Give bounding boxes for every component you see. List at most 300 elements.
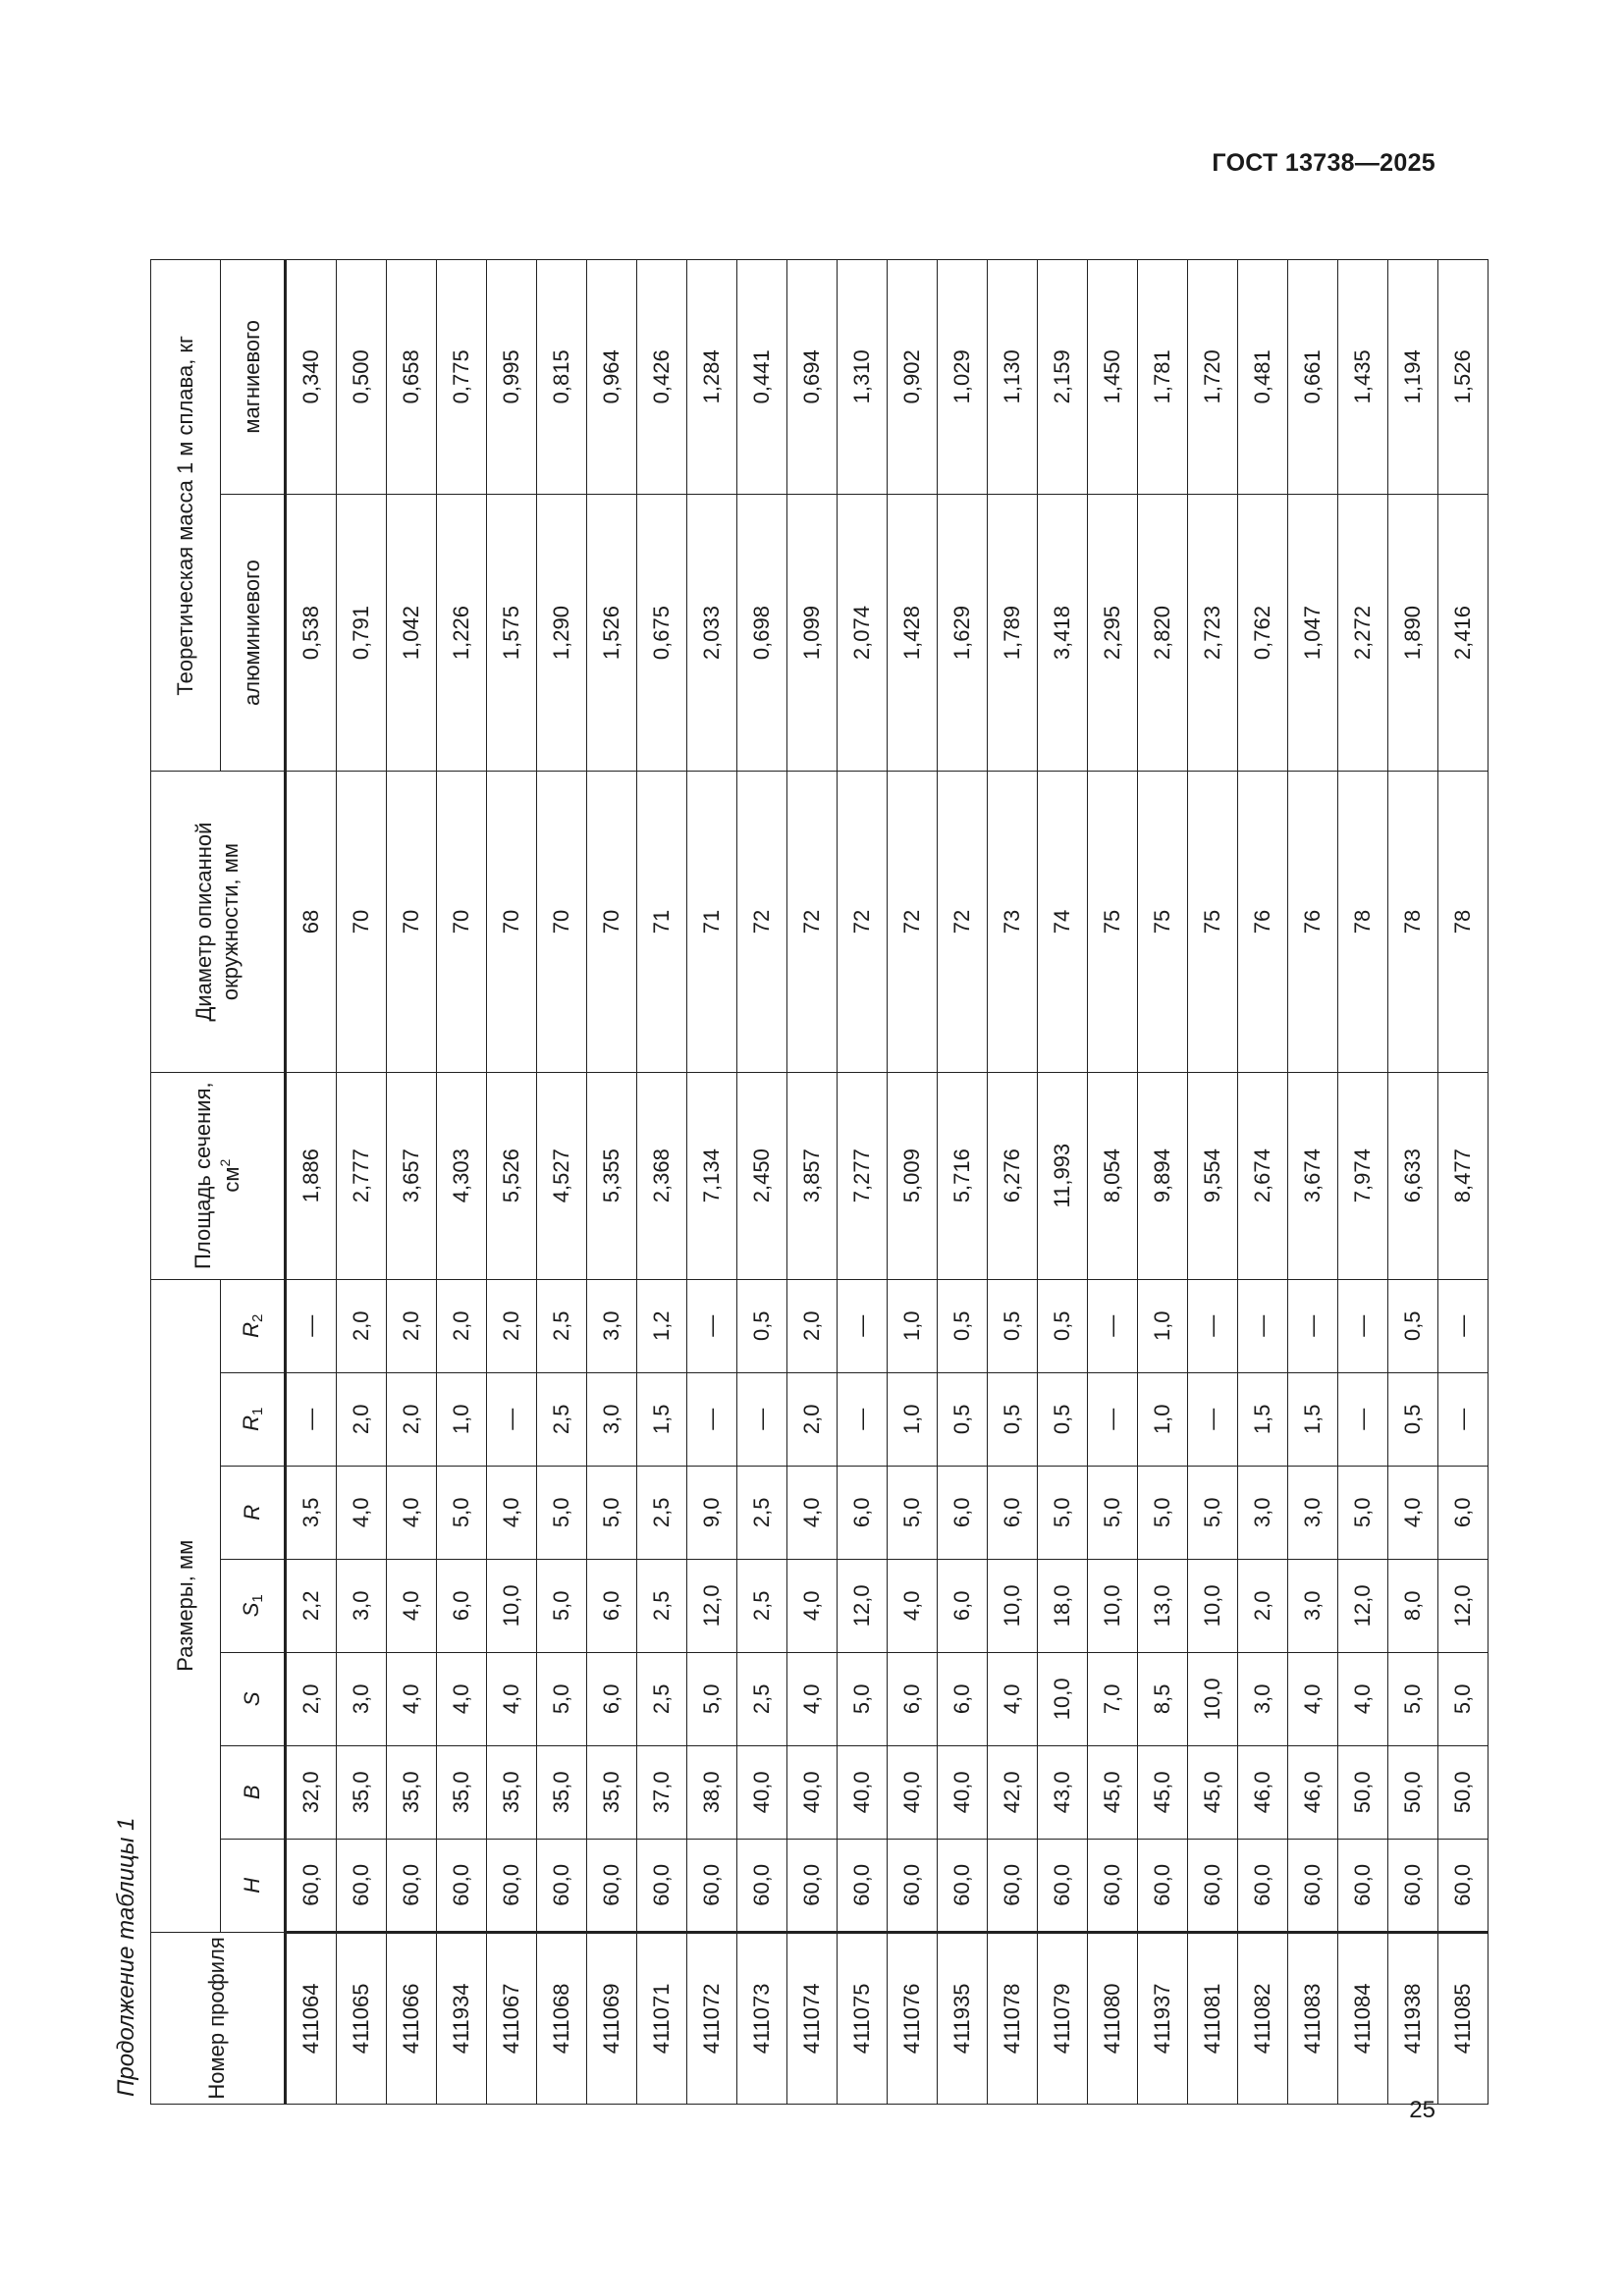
table-cell: 1,290 [537,494,587,772]
table-cell: 76 [1288,772,1338,1072]
table-cell: — [737,1372,787,1466]
table-cell: 35,0 [487,1745,537,1839]
table-cell: 2,074 [838,494,888,772]
table-cell: 2,723 [1188,494,1238,772]
table-cell: 1,5 [1238,1372,1288,1466]
table-cell: 11,993 [1038,1072,1088,1279]
table-cell: 411935 [938,1932,988,2104]
table-cell: 5,0 [1388,1652,1438,1745]
table-cell: 60,0 [1088,1839,1138,1932]
table-cell: 60,0 [1238,1839,1288,1932]
table-cell: 1,0 [888,1279,938,1372]
table-cell: 35,0 [537,1745,587,1839]
table-cell: 1,099 [787,494,838,772]
table-row [337,260,387,2105]
table-cell: 4,0 [487,1466,537,1559]
table-cell: 2,777 [337,1072,387,1279]
header-B: B [221,1745,286,1839]
table-cell: 6,276 [988,1072,1038,1279]
table-cell: 40,0 [787,1745,838,1839]
table-cell: 9,554 [1188,1072,1238,1279]
table-cell: 72 [838,772,888,1072]
table-cell: 7,134 [687,1072,737,1279]
table-cell: 2,0 [787,1279,838,1372]
table-cell: 0,538 [286,494,337,772]
table-cell: 0,5 [1388,1279,1438,1372]
table-cell: 5,0 [537,1559,587,1652]
page-number: 25 [1409,2097,1435,2123]
table-cell: 2,0 [337,1372,387,1466]
header-diameter: Диаметр описанной окружности, мм [151,772,286,1072]
table-cell: 0,5 [988,1279,1038,1372]
table-cell: 60,0 [537,1839,587,1932]
table-cell: 0,815 [537,260,587,495]
table-cell: 3,0 [587,1372,637,1466]
table-cell: 75 [1088,772,1138,1072]
table-cell: 40,0 [737,1745,787,1839]
table-cell: 4,303 [437,1072,487,1279]
table-cell: 0,995 [487,260,537,495]
table-cell: — [687,1372,737,1466]
table-cell: 0,5 [938,1372,988,1466]
table-cell: 5,009 [888,1072,938,1279]
table-cell: 60,0 [337,1839,387,1932]
table-cell: 8,0 [1388,1559,1438,1652]
header-R1-sub: 1 [248,1407,266,1416]
table-cell: 12,0 [838,1559,888,1652]
table-cell: 411065 [337,1932,387,2104]
table-cell: 1,450 [1088,260,1138,495]
table-cell: — [838,1372,888,1466]
table-cell: — [1238,1279,1288,1372]
table-cell: 411085 [1438,1932,1489,2104]
table-cell: 1,789 [988,494,1038,772]
table-cell: 12,0 [1438,1559,1489,1652]
table-cell: 2,5 [537,1372,587,1466]
table-cell: 0,426 [637,260,687,495]
table-cell: 411072 [687,1932,737,2104]
table-cell: 1,0 [437,1372,487,1466]
table-cell: 3,657 [387,1072,437,1279]
table-cell: 40,0 [938,1745,988,1839]
table-cell: 411938 [1388,1932,1438,2104]
header-profile-number: Номер профиля [151,1932,286,2104]
table-row [737,260,787,2105]
table-row [1338,260,1388,2105]
header-area [151,1072,286,1279]
table-cell: 6,0 [888,1652,938,1745]
table-cell: 5,0 [437,1466,487,1559]
table-cell: 1,284 [687,260,737,495]
table-cell: 2,5 [637,1652,687,1745]
table-cell: 10,0 [1088,1559,1138,1652]
table-cell: 60,0 [437,1839,487,1932]
table-cell: 1,047 [1288,494,1338,772]
header-R2 [221,1279,286,1372]
table-cell: 1,720 [1188,260,1238,495]
table-cell: 0,675 [637,494,687,772]
table-cell: 0,5 [988,1372,1038,1466]
table-cell: 411067 [487,1932,537,2104]
table-cell: 74 [1038,772,1088,1072]
table-row [687,260,737,2105]
table-cell: 4,0 [1338,1652,1388,1745]
table-cell: 0,5 [1038,1279,1088,1372]
table-cell: 5,0 [888,1466,938,1559]
table-cell: 2,295 [1088,494,1138,772]
table-cell: 6,633 [1388,1072,1438,1279]
table-cell: 3,418 [1038,494,1088,772]
header-S1-letter: S [238,1602,263,1618]
table-cell: 6,0 [437,1559,487,1652]
table-cell: 5,0 [537,1652,587,1745]
table-cell: 0,902 [888,260,938,495]
table-cell: 3,0 [1288,1466,1338,1559]
table-cell: 2,2 [286,1559,337,1652]
document-code: ГОСТ 13738—2025 [1212,149,1435,177]
table-cell: 1,0 [1138,1372,1188,1466]
table-cell: 411934 [437,1932,487,2104]
table-cell: 60,0 [487,1839,537,1932]
table-cell: 2,5 [637,1466,687,1559]
table-cell: 411064 [286,1932,337,2104]
table-cell: 3,0 [1288,1559,1338,1652]
table-cell: 7,277 [838,1072,888,1279]
table-cell: 4,0 [437,1652,487,1745]
table-cell: 42,0 [988,1745,1038,1839]
table-row [1088,260,1138,2105]
table-cell: 3,0 [1238,1466,1288,1559]
table-cell: 8,054 [1088,1072,1138,1279]
table-cell: 4,0 [387,1652,437,1745]
table-cell: 2,5 [737,1466,787,1559]
table-cell: 2,674 [1238,1072,1288,1279]
table-cell: 13,0 [1138,1559,1188,1652]
table-cell: 1,435 [1338,260,1388,495]
table-cell: 50,0 [1338,1745,1388,1839]
table-cell: 72 [737,772,787,1072]
table-cell: 0,481 [1238,260,1288,495]
table-cell: 1,0 [1138,1279,1188,1372]
table-cell: 4,0 [487,1652,537,1745]
table-cell: 5,0 [838,1652,888,1745]
table-cell: 2,820 [1138,494,1188,772]
table-body [286,260,1489,2105]
table-cell: 1,130 [988,260,1038,495]
table-cell: 3,5 [286,1466,337,1559]
table-cell: 5,0 [1188,1466,1238,1559]
table-cell: 0,964 [587,260,637,495]
table-cell: 50,0 [1388,1745,1438,1839]
table-cell: 60,0 [938,1839,988,1932]
table-cell: 411074 [787,1932,838,2104]
table-cell: — [1288,1279,1338,1372]
header-magnesium: магниевого [221,260,286,495]
table-cell: 1,575 [487,494,537,772]
table-row [487,260,537,2105]
table-cell: 4,0 [1288,1652,1338,1745]
table-cell: 2,0 [387,1279,437,1372]
table-cell: 70 [587,772,637,1072]
table-cell: 1,042 [387,494,437,772]
table-cell: 2,416 [1438,494,1489,772]
table-cell: 8,5 [1138,1652,1188,1745]
table-cell: 60,0 [1038,1839,1088,1932]
table-cell: 12,0 [1338,1559,1388,1652]
table-cell: 60,0 [1438,1839,1489,1932]
table-cell: 1,5 [637,1372,687,1466]
table-cell: 1,428 [888,494,938,772]
table-cell: 45,0 [1188,1745,1238,1839]
table-cell: 46,0 [1288,1745,1338,1839]
table-cell: 411078 [988,1932,1038,2104]
table-cell: 411937 [1138,1932,1188,2104]
header-R1-letter: R [238,1415,263,1431]
header-area-text: Площадь сечения, см [190,1082,244,1269]
table-cell: 411080 [1088,1932,1138,2104]
table-cell: 1,629 [938,494,988,772]
table-cell: 60,0 [1138,1839,1188,1932]
header-R: R [221,1466,286,1559]
table-cell: 411076 [888,1932,938,2104]
table-cell: 0,661 [1288,260,1338,495]
table-cell: 60,0 [1338,1839,1388,1932]
table-cell: 60,0 [988,1839,1038,1932]
table-cell: 9,0 [687,1466,737,1559]
table-row [1138,260,1188,2105]
table-cell: 2,0 [1238,1559,1288,1652]
table-cell: 2,5 [537,1279,587,1372]
table-cell: 411068 [537,1932,587,2104]
table-cell: 411079 [1038,1932,1088,2104]
table-row [1038,260,1088,2105]
table-cell: 4,527 [537,1072,587,1279]
table-cell: 71 [637,772,687,1072]
table-cell: 70 [437,772,487,1072]
table-cell: 2,272 [1338,494,1388,772]
table-cell: 60,0 [387,1839,437,1932]
table-cell: 1,526 [587,494,637,772]
table-cell: 4,0 [1388,1466,1438,1559]
table-cell: 411069 [587,1932,637,2104]
table-cell: 2,0 [337,1279,387,1372]
table-cell: 6,0 [988,1466,1038,1559]
table-cell: 75 [1138,772,1188,1072]
table-row [1438,260,1489,2105]
table-row [838,260,888,2105]
table-cell: 60,0 [637,1839,687,1932]
table-cell: 411066 [387,1932,437,2104]
table-cell: 2,368 [637,1072,687,1279]
table-cell: 1,2 [637,1279,687,1372]
table-row [888,260,938,2105]
table-cell: 6,0 [587,1652,637,1745]
table-cell: 411082 [1238,1932,1288,2104]
table-cell: 0,694 [787,260,838,495]
header-R2-letter: R [238,1321,263,1338]
table-cell: 2,0 [286,1652,337,1745]
table-cell: 411075 [838,1932,888,2104]
table-cell: 35,0 [337,1745,387,1839]
table-cell: 3,674 [1288,1072,1338,1279]
table-cell: 68 [286,772,337,1072]
table-cell: 60,0 [737,1839,787,1932]
table-cell: — [1188,1372,1238,1466]
table-cell: 1,781 [1138,260,1188,495]
table-cell: 18,0 [1038,1559,1088,1652]
table-cell: 5,526 [487,1072,537,1279]
table-cell: — [286,1279,337,1372]
header-dimensions: Размеры, мм [151,1279,221,1932]
table-cell: 0,658 [387,260,437,495]
table-cell: — [1088,1372,1138,1466]
table-cell: 0,5 [938,1279,988,1372]
header-S1 [221,1559,286,1652]
table-cell: 70 [337,772,387,1072]
table-cell: 5,716 [938,1072,988,1279]
table-cell: 5,0 [1138,1466,1188,1559]
table-cell: 0,5 [1038,1372,1088,1466]
table-cell: 10,0 [1188,1559,1238,1652]
table-cell: 4,0 [337,1466,387,1559]
table-cell: — [1438,1372,1489,1466]
table-cell: 37,0 [637,1745,687,1839]
table-caption: Продолжение таблицы 1 [113,1817,139,2097]
header-area-sup: 2 [216,1158,233,1167]
table-cell: 73 [988,772,1038,1072]
table-cell: 4,0 [888,1559,938,1652]
table-cell: 60,0 [838,1839,888,1932]
table-cell: 6,0 [938,1559,988,1652]
table-cell: 6,0 [1438,1466,1489,1559]
table-cell: 8,477 [1438,1072,1489,1279]
table-cell: 72 [787,772,838,1072]
table-cell: 60,0 [888,1839,938,1932]
table-cell: 0,791 [337,494,387,772]
table-row [286,260,337,2105]
table-cell: 75 [1188,772,1238,1072]
table-cell: 38,0 [687,1745,737,1839]
table-cell: 43,0 [1038,1745,1088,1839]
table-cell: 70 [387,772,437,1072]
table-cell: 7,0 [1088,1652,1138,1745]
table-cell: 2,0 [387,1372,437,1466]
table-cell: 1,194 [1388,260,1438,495]
table-cell: 1,226 [437,494,487,772]
table-cell: 1,890 [1388,494,1438,772]
header-S1-sub: 1 [248,1594,266,1603]
header-aluminum: алюминиевого [221,494,286,772]
table-row [787,260,838,2105]
table-cell: 411081 [1188,1932,1238,2104]
table-cell: 1,0 [888,1372,938,1466]
table-cell: 2,450 [737,1072,787,1279]
table-cell: 6,0 [587,1559,637,1652]
table-cell: 1,310 [838,260,888,495]
table-cell: 3,0 [337,1559,387,1652]
table-cell: 78 [1338,772,1388,1072]
table-cell: 32,0 [286,1745,337,1839]
table-cell: 1,526 [1438,260,1489,495]
table-cell: 5,0 [1038,1466,1088,1559]
table-cell: 411071 [637,1932,687,2104]
table-cell: 6,0 [938,1652,988,1745]
table-cell: 60,0 [1288,1839,1338,1932]
table-cell: 40,0 [838,1745,888,1839]
table-cell: 10,0 [988,1559,1038,1652]
table-cell: 46,0 [1238,1745,1288,1839]
table-row [988,260,1038,2105]
table-cell: 78 [1438,772,1489,1072]
table-cell: 12,0 [687,1559,737,1652]
table-cell: 2,5 [637,1559,687,1652]
table-cell: 72 [938,772,988,1072]
table-row [437,260,487,2105]
table-cell: 0,340 [286,260,337,495]
table-cell: 60,0 [787,1839,838,1932]
table-cell: — [1088,1279,1138,1372]
header-R2-sub: 2 [248,1313,266,1322]
table-cell: 3,0 [587,1279,637,1372]
table-row [1238,260,1288,2105]
table-cell: 50,0 [1438,1745,1489,1839]
table-cell: 6,0 [938,1466,988,1559]
table-cell: 2,0 [487,1279,537,1372]
table-cell: — [286,1372,337,1466]
table-cell: 35,0 [437,1745,487,1839]
header-mass: Теоретическая масса 1 м сплава, кг [151,260,221,773]
table-cell: 71 [687,772,737,1072]
table-cell: 5,355 [587,1072,637,1279]
table-cell: 411084 [1338,1932,1388,2104]
table-cell: 72 [888,772,938,1072]
table-cell: 0,441 [737,260,787,495]
table-cell: 4,0 [387,1466,437,1559]
table-cell: 60,0 [687,1839,737,1932]
table-cell: 45,0 [1138,1745,1188,1839]
table-cell: 2,0 [437,1279,487,1372]
table-cell: 1,029 [938,260,988,495]
table-cell: 10,0 [487,1559,537,1652]
table-row [637,260,687,2105]
table-cell: 1,5 [1288,1372,1338,1466]
table-cell: 4,0 [988,1652,1038,1745]
table-cell: 6,0 [838,1466,888,1559]
table-row [587,260,637,2105]
table-cell: 0,762 [1238,494,1288,772]
table-cell: — [838,1279,888,1372]
table-cell: 60,0 [1188,1839,1238,1932]
table-cell: 78 [1388,772,1438,1072]
table-cell: 70 [537,772,587,1072]
table-cell: 0,698 [737,494,787,772]
table-cell: 5,0 [1338,1466,1388,1559]
table-cell: — [1338,1279,1388,1372]
table-cell: 4,0 [787,1652,838,1745]
table-cell: 45,0 [1088,1745,1138,1839]
table-cell: 4,0 [787,1466,838,1559]
table-row [1388,260,1438,2105]
table-cell: 411073 [737,1932,787,2104]
table-cell: 0,775 [437,260,487,495]
table-cell: 2,033 [687,494,737,772]
table-cell: 4,0 [387,1559,437,1652]
table-cell: 40,0 [888,1745,938,1839]
header-H: H [221,1839,286,1932]
table-cell: 60,0 [286,1839,337,1932]
table-cell: 3,0 [337,1652,387,1745]
table-cell: 5,0 [687,1652,737,1745]
